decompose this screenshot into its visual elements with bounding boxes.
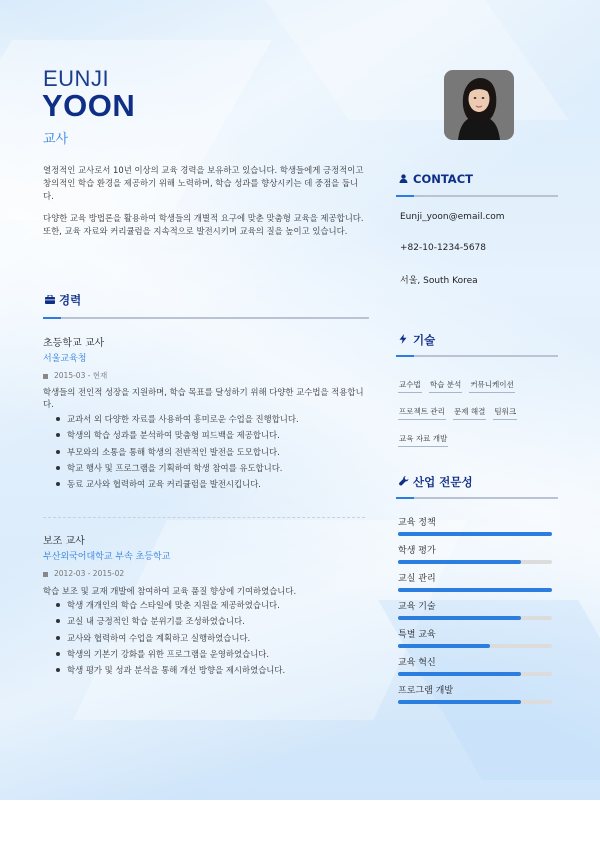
list-item: 학생의 기본기 강화를 위한 프로그램을 운영하였습니다. <box>43 648 285 664</box>
section-divider <box>396 355 558 357</box>
expertise-level-fill <box>398 672 521 676</box>
expertise-level-fill <box>398 700 521 704</box>
job-organization: 서울교육청 <box>43 354 87 364</box>
skill-tag: 커뮤니케이션 <box>469 378 514 393</box>
job-bullets <box>43 413 299 494</box>
job-organization: 부산외국어대학교 부속 초등학교 <box>43 552 171 562</box>
date-marker-icon <box>43 374 48 379</box>
lightning-icon <box>399 334 413 347</box>
job-role: 교사 <box>43 132 69 147</box>
first-name: EUNJI <box>43 66 110 91</box>
skills-list <box>398 372 558 453</box>
skills-section-title <box>399 332 435 348</box>
experience-section-title <box>45 292 81 308</box>
date-marker-icon <box>43 572 48 577</box>
list-item: 교사와 협력하여 수업을 계획하고 실행하였습니다. <box>43 632 285 648</box>
job-title: 초등학교 교사 <box>43 338 105 349</box>
job-bullets <box>43 599 285 680</box>
expertise-section-title <box>399 474 473 490</box>
expertise-level-fill <box>398 560 521 564</box>
job-description: 학습 보조 및 교재 개발에 참여하여 교육 품질 향상에 기여하였습니다. <box>43 586 297 596</box>
expertise-label: 교육 기술 <box>398 602 436 612</box>
skill-tag: 교육 자료 개발 <box>398 432 448 447</box>
contact-section-title <box>399 172 473 186</box>
list-item: 학생 개개인의 학습 스타일에 맞춘 지원을 제공하였습니다. <box>43 599 285 615</box>
list-item: 학생 평가 및 성과 분석을 통해 개선 방향을 제시하였습니다. <box>43 664 285 680</box>
job-description: 학생들의 전인적 성장을 지원하며, 학습 목표를 달성하기 위해 다양한 교수법을 적용합니다. <box>43 387 364 409</box>
expertise-label: 학생 평가 <box>398 546 436 556</box>
person-icon <box>399 174 413 186</box>
contact-phone: +82-10-1234-5678 <box>400 243 486 253</box>
expertise-level-bar <box>398 616 552 620</box>
expertise-title-text: 산업 전문성 <box>413 475 473 489</box>
job-date-text: 2012-03 - 2015-02 <box>54 569 125 578</box>
expertise-label: 프로그램 개발 <box>398 686 454 696</box>
expertise-level-bar <box>398 588 552 592</box>
contact-title-text: CONTACT <box>413 172 473 186</box>
contact-location: 서울, South Korea <box>400 276 478 286</box>
skill-tag: 학습 분석 <box>429 378 462 393</box>
job-title: 보조 교사 <box>43 536 85 547</box>
expertise-label: 교육 혁신 <box>398 658 436 668</box>
section-divider <box>396 195 558 197</box>
expertise-level-bar <box>398 644 552 648</box>
expertise-level-bar <box>398 532 552 536</box>
skill-tag: 교수법 <box>398 378 422 393</box>
job-separator <box>43 517 365 518</box>
contact-email[interactable]: Eunji_yoon@email.com <box>400 212 505 222</box>
list-item: 동료 교사와 협력하여 교육 커리큘럼을 발전시킵니다. <box>43 478 299 494</box>
skill-tag: 프로젝트 관리 <box>398 405 446 420</box>
list-item: 학생의 학습 성과를 분석하여 맞춤형 피드백을 제공합니다. <box>43 429 299 445</box>
list-item: 학교 행사 및 프로그램을 기획하여 학생 참여를 유도합니다. <box>43 462 299 478</box>
summary-paragraph: 다양한 교육 방법론을 활용하여 학생들의 개별적 요구에 맞춘 맞춤형 교육을 제공합니다. 또한, 교육 자료와 커리큘럼을 지속적으로 발전시키며 교육의 질을 높이고 있습니다. <box>43 213 364 236</box>
job-date <box>43 370 107 381</box>
section-divider <box>43 317 369 319</box>
skills-title-text: 기술 <box>413 333 436 347</box>
expertise-level-fill <box>398 644 490 648</box>
expertise-level-bar <box>398 700 552 704</box>
expertise-label: 특별 교육 <box>398 630 436 640</box>
list-item: 교과서 외 다양한 자료를 사용하여 흥미로운 수업을 진행합니다. <box>43 413 299 429</box>
section-divider <box>396 497 558 499</box>
last-name: YOON <box>42 88 136 123</box>
wrench-icon <box>399 476 413 489</box>
expertise-level-fill <box>398 616 521 620</box>
profile-photo <box>444 70 514 140</box>
expertise-level-fill <box>398 532 552 536</box>
summary-paragraph: 열정적인 교사로서 10년 이상의 교육 경력을 보유하고 있습니다. 학생들에게 긍정적이고 창의적인 학습 환경을 제공하기 위해 노력하며, 학습 성과를 향상시키는 데 중점을 둡니다. <box>43 165 364 201</box>
experience-title-text: 경력 <box>59 293 82 307</box>
list-item: 교실 내 긍정적인 학습 분위기를 조성하였습니다. <box>43 615 285 631</box>
expertise-level-bar <box>398 560 552 564</box>
job-date <box>43 569 124 578</box>
background-shape <box>251 0 569 120</box>
skill-tag: 팀워크 <box>493 405 517 420</box>
job-date-text: 2015-03 - 현재 <box>54 371 108 380</box>
list-item: 부모와의 소통을 통해 학생의 전반적인 발전을 도모합니다. <box>43 446 299 462</box>
skill-tag: 문제 해결 <box>453 405 486 420</box>
expertise-label: 교육 정책 <box>398 518 436 528</box>
expertise-level-bar <box>398 672 552 676</box>
briefcase-icon <box>45 295 59 307</box>
expertise-label: 교실 관리 <box>398 574 436 584</box>
expertise-level-fill <box>398 588 552 592</box>
